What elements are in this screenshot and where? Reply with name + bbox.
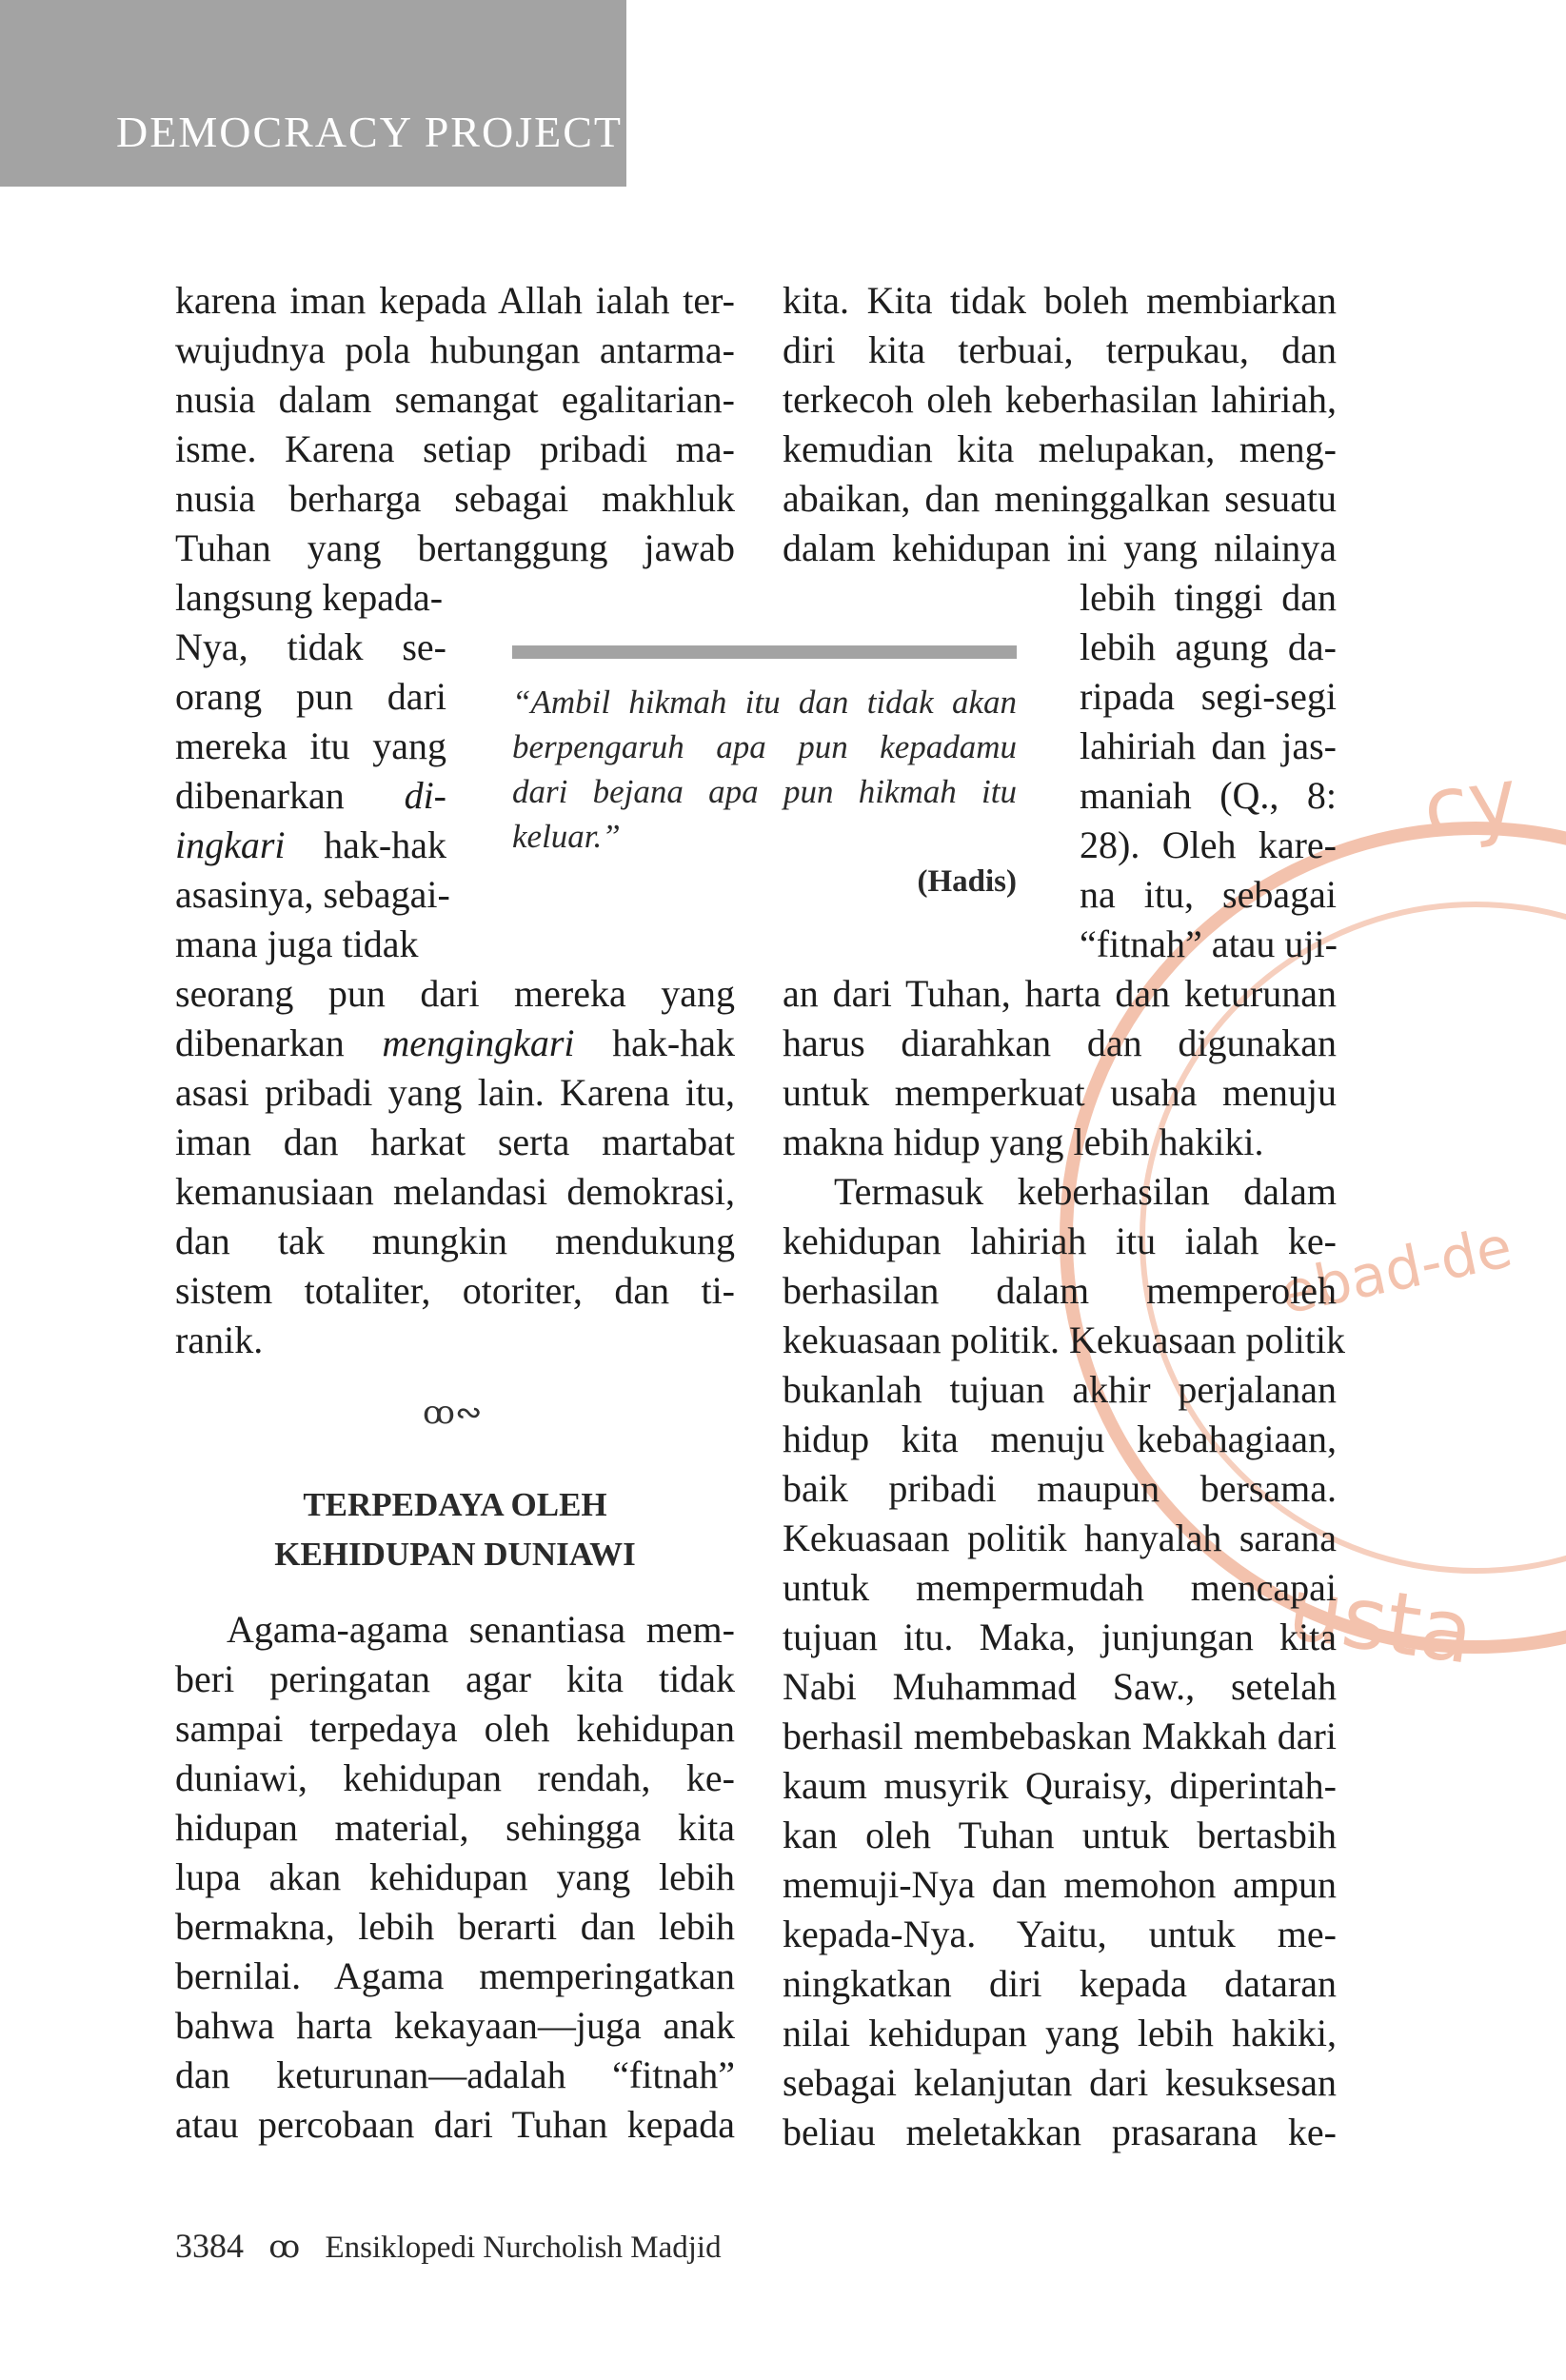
body-line: kemanusiaan melandasi demokrasi, [175, 1170, 735, 1213]
stamp-text-1: cy [1417, 750, 1524, 858]
quote-line: keluar.” [512, 818, 621, 855]
body-line: diri kita terbuai, terpukau, dan [783, 328, 1337, 371]
right-column [783, 276, 1345, 2157]
body-line: “fitnah” atau uji- [1080, 922, 1338, 965]
body-line: makna hidup yang lebih hakiki. [783, 1121, 1264, 1163]
body-line: kita. Kita tidak boleh membiarkan [783, 279, 1337, 322]
body-line: bukanlah tujuan akhir perjalanan [783, 1368, 1337, 1411]
text-run: hak-hak [574, 1021, 735, 1064]
text-run: hak-hak [285, 823, 446, 866]
body-line: mereka itu yang [175, 724, 446, 767]
body-line: an dari Tuhan, harta dan keturunan [783, 972, 1337, 1015]
stamp-text-3: usta [1281, 1558, 1480, 1684]
body-line: terkecoh oleh keberhasilan lahiriah, [783, 378, 1337, 421]
text-run: dibenarkan [175, 774, 405, 817]
paragraph-first-line: Termasuk keberhasilan dalam [834, 1170, 1337, 1213]
body-line: kehidupan lahiriah itu ialah ke- [783, 1220, 1337, 1262]
body-line: berhasilan dalam memperoleh [783, 1269, 1337, 1312]
running-header-title: DEMOCRACY PROJECT [116, 108, 623, 156]
body-line: Nabi Muhammad Saw., setelah [783, 1665, 1337, 1708]
paragraph-first-line: Agama-agama senantiasa mem- [227, 1608, 735, 1651]
body-line: lupa akan kehidupan yang lebih [175, 1855, 735, 1898]
body-line: asasi pribadi yang lain. Karena itu, [175, 1071, 735, 1114]
body-line-with-italic [175, 821, 446, 870]
body-line: karena iman kepada Allah ialah ter- [175, 279, 735, 322]
page-footer [175, 2226, 722, 2266]
body-line: abaikan, dan meninggalkan sesuatu [783, 477, 1337, 520]
body-line: memuji-Nya dan memohon ampun [783, 1863, 1337, 1906]
body-line: ranik. [175, 1319, 264, 1361]
body-line: 28). Oleh kare- [1080, 823, 1337, 866]
body-line: hidup kita menuju kebahagiaan, [783, 1418, 1337, 1460]
body-line: lebih agung da- [1080, 625, 1337, 668]
body-line-with-italic [175, 1019, 735, 1068]
body-line: dalam kehidupan ini yang nilainya [783, 526, 1337, 569]
body-line: harus diarahkan dan digunakan [783, 1021, 1337, 1064]
body-line: beri peringatan agar kita tidak [175, 1657, 735, 1700]
body-line: berhasil membebaskan Makkah dari [783, 1715, 1337, 1757]
body-line: wujudnya pola hubungan antarma- [175, 328, 735, 371]
header-band [0, 0, 626, 187]
body-line: asasinya, sebagai- [175, 873, 450, 916]
body-line: lahiriah dan jas- [1080, 724, 1337, 767]
body-line: Kekuasaan politik hanyalah sarana [783, 1517, 1337, 1559]
quote-line: dari bejana apa pun hikmah itu [512, 773, 1017, 810]
section-ornament: ꝏ∾ [423, 1396, 483, 1431]
body-line: na itu, sebagai [1080, 873, 1337, 916]
section-heading [175, 1480, 735, 1579]
body-line: ningkatkan diri kepada dataran [783, 1962, 1337, 2005]
body-line: kan oleh Tuhan untuk bertasbih [783, 1814, 1337, 1856]
quote-line: “Ambil hikmah itu dan tidak akan [512, 684, 1017, 721]
body-line: sampai terpedaya oleh kehidupan [175, 1707, 735, 1750]
body-line: duniawi, kehidupan rendah, ke- [175, 1756, 735, 1799]
body-line: langsung kepada- [175, 576, 444, 619]
body-line: bermakna, lebih berarti dan lebih [175, 1905, 735, 1948]
body-line: baik pribadi maupun bersama. [783, 1467, 1337, 1510]
body-line: dan tak mungkin mendukung [175, 1220, 735, 1262]
body-line: Nya, tidak se- [175, 625, 446, 668]
body-line: kekuasaan politik. Kekuasaan politik [783, 1319, 1345, 1361]
body-line: nilai kehidupan yang lebih hakiki, [783, 2012, 1337, 2054]
body-line: mana juga tidak [175, 922, 419, 965]
body-line: bernilai. Agama memperingatkan [175, 1954, 735, 1997]
body-line: maniah (Q., 8: [1080, 774, 1337, 817]
body-line: kemudian kita melupakan, meng- [783, 427, 1337, 470]
body-line: lebih tinggi dan [1080, 576, 1337, 619]
italic-run: mengingkari [382, 1021, 575, 1064]
body-line: dan keturunan—adalah “fitnah” [175, 2053, 735, 2096]
body-line: untuk memperkuat usaha menuju [783, 1071, 1337, 1114]
body-line: nusia dalam semangat egalitarian- [175, 378, 735, 421]
body-line: orang pun dari [175, 675, 446, 718]
body-line: tujuan itu. Maka, junjungan kita [783, 1616, 1337, 1658]
book-title: Ensiklopedi Nurcholish Madjid [325, 2231, 722, 2265]
body-line: beliau meletakkan prasarana ke- [783, 2111, 1337, 2153]
body-line: sebagai kelanjutan dari kesuksesan [783, 2061, 1337, 2104]
body-line: untuk mempermudah mencapai [783, 1566, 1337, 1609]
body-line: seorang pun dari mereka yang [175, 972, 735, 1015]
text-run: dibenarkan [175, 1021, 383, 1064]
heading-line: TERPEDAYA OLEH [303, 1486, 607, 1523]
italic-run: di- [404, 774, 446, 817]
body-line-with-italic [175, 771, 446, 821]
footer-ornament: ꝏ [268, 2231, 301, 2265]
body-line: iman dan harkat serta martabat [175, 1121, 735, 1163]
left-column-section [175, 1605, 735, 2150]
quote-line: berpengaruh apa pun kepadamu [512, 728, 1017, 765]
body-line: nusia berharga sebagai makhluk [175, 477, 735, 520]
body-line: bahwa harta kekayaan—juga anak [175, 2004, 735, 2047]
stamp-text-2: ebad-de [1274, 1213, 1518, 1328]
body-line: Tuhan yang bertanggung jawab [175, 526, 735, 569]
heading-line: KEHIDUPAN DUNIAWI [274, 1536, 636, 1573]
page-number: 3384 [175, 2227, 244, 2265]
italic-run: ingkari [175, 823, 286, 866]
body-line: isme. Karena setiap pribadi ma- [175, 427, 735, 470]
body-line: kaum musyrik Quraisy, diperintah- [783, 1764, 1337, 1807]
body-line: sistem totaliter, otoriter, dan ti- [175, 1269, 735, 1312]
pull-quote-source: (Hadis) [917, 864, 1017, 899]
body-line: atau percobaan dari Tuhan kepada [175, 2103, 735, 2146]
body-line: hidupan material, sehingga kita [175, 1806, 735, 1849]
body-line: kepada-Nya. Yaitu, untuk me- [783, 1913, 1337, 1955]
body-line: ripada segi-segi [1080, 675, 1337, 718]
